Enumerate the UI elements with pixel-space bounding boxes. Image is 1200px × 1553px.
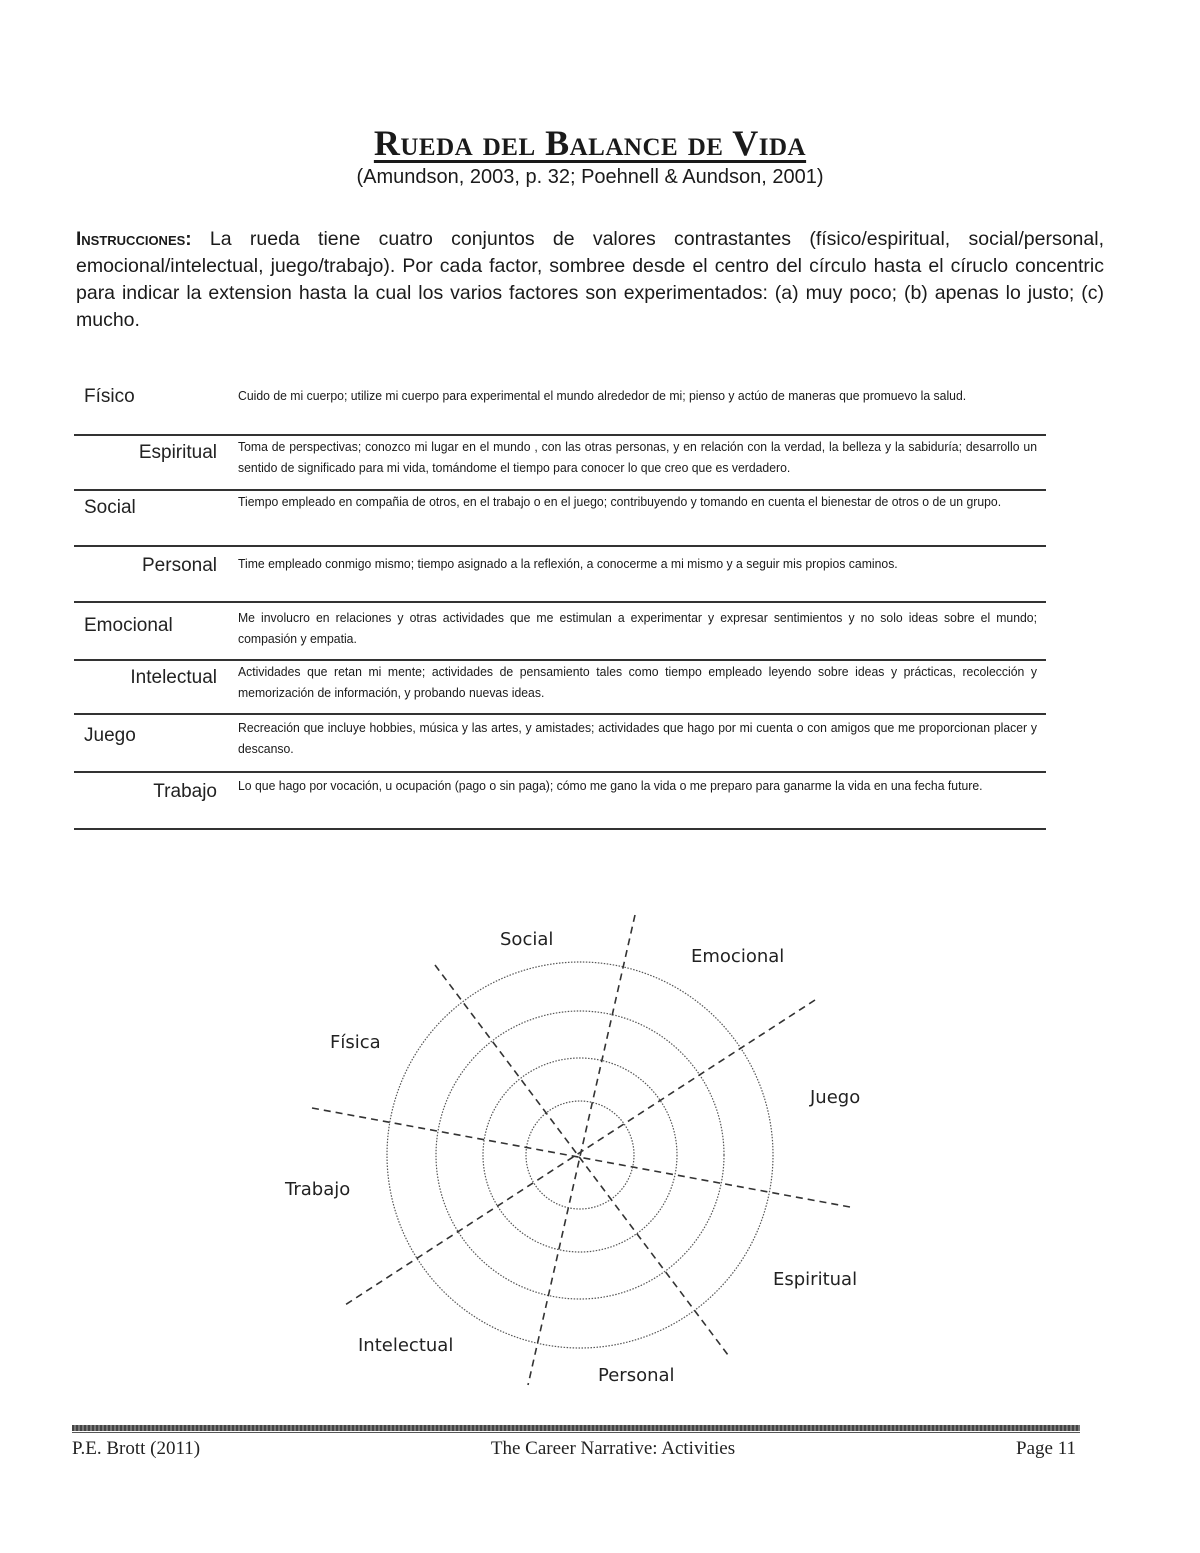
value-name: Físico <box>84 386 135 407</box>
value-description: Me involucro en relaciones y otras actividades que me estimulan a experimentar y expresar sentimientos y no solo ideas sobre el mundo; compasión y empatia. <box>238 610 1037 646</box>
value-description: Tiempo empleado en compañia de otros, en el trabajo o en el juego; contribuyendo y tomando en cuenta el bienestar de otros o de un grupo. <box>238 494 1002 509</box>
value-name: Social <box>84 497 136 518</box>
value-row-juego <box>74 715 1046 773</box>
axis-emocional-intelectual <box>528 915 635 1385</box>
value-description: Actividades que retan mi mente; actividades de pensamiento tales como tiempo empleado leyendo sobre ideas y prácticas, recolección y memorización de información, y probando nuevas ideas. <box>238 664 1037 700</box>
axis-juego-trabajo <box>345 1000 815 1305</box>
value-description: Recreación que incluye hobbies, música y las artes, y amistades; actividades que hago por mi cuenta o con amigos que me proporcionan placer y descanso. <box>238 720 1037 756</box>
axis-fisica-espiritual <box>435 965 728 1355</box>
footer-title: The Career Narrative: Activities <box>490 1438 736 1459</box>
value-name: Espiritual <box>138 442 217 463</box>
label-trabajo: Trabajo <box>285 1179 351 1200</box>
value-description: Cuido de mi cuerpo; utilize mi cuerpo para experimental el mundo alrededor de mi; pienso y actúo de maneras que promuevo la salud. <box>238 388 967 403</box>
label-espiritual: Espiritual <box>773 1269 858 1290</box>
footer-rule <box>72 1425 1080 1431</box>
value-name: Personal <box>142 555 217 576</box>
instructions-lead: Instrucciones: <box>76 229 192 250</box>
value-row-espiritual <box>74 436 1046 491</box>
value-row-emocional <box>74 603 1046 661</box>
values-table <box>74 378 1046 830</box>
instructions-text: La rueda tiene cuatro conjuntos de valores contrastantes (físico/espiritual, social/personal, emocional/intelectual, juego/trabajo). Por cada factor, sombree desde el centro del círculo hasta el círuclo concentric para indicar la extension hasta la cual los varios factores son experimentados: (a) muy poco; (b) apenas lo justo; (c) mucho. <box>76 228 1104 331</box>
footer-rule-thin <box>72 1432 1080 1433</box>
label-social: Social <box>500 929 554 950</box>
value-row-fisico <box>74 378 1046 436</box>
value-name: Trabajo <box>153 781 217 802</box>
value-row-personal <box>74 547 1046 603</box>
value-name: Juego <box>84 725 136 746</box>
footer-page-number: Page 11 <box>1016 1438 1076 1459</box>
citation: (Amundson, 2003, p. 32; Poehnell & Aundson, 2001) <box>356 166 824 188</box>
label-personal: Personal <box>598 1365 675 1386</box>
instructions <box>76 226 1104 334</box>
page-title: Rueda del Balance de Vida <box>373 123 807 163</box>
label-emocional: Emocional <box>691 946 785 967</box>
value-description: Time empleado conmigo mismo; tiempo asignado a la reflexión, a conocerme a mi mismo y a seguir mis propios caminos. <box>238 556 898 571</box>
value-row-trabajo <box>74 773 1046 830</box>
value-row-social <box>74 491 1046 547</box>
life-balance-wheel <box>270 905 890 1395</box>
value-description: Lo que hago por vocación, u ocupación (pago o sin paga); cómo me gano la vida o me preparo para ganarme la vida en una fecha future. <box>238 778 983 793</box>
label-fisica: Física <box>330 1032 381 1053</box>
label-intelectual: Intelectual <box>358 1335 454 1356</box>
value-row-intelectual <box>74 661 1046 715</box>
footer-author: P.E. Brott (2011) <box>72 1438 201 1459</box>
value-description: Toma de perspectivas; conozco mi lugar en el mundo , con las otras personas, y en relación con la verdad, la belleza y la sabiduría; desarrollo un sentido de significado para mi vida, tomándome el tiempo para conocer lo que creo que es verdadero. <box>238 439 1037 475</box>
value-name: Emocional <box>84 615 173 636</box>
label-juego: Juego <box>810 1087 861 1108</box>
value-name: Intelectual <box>130 667 217 688</box>
